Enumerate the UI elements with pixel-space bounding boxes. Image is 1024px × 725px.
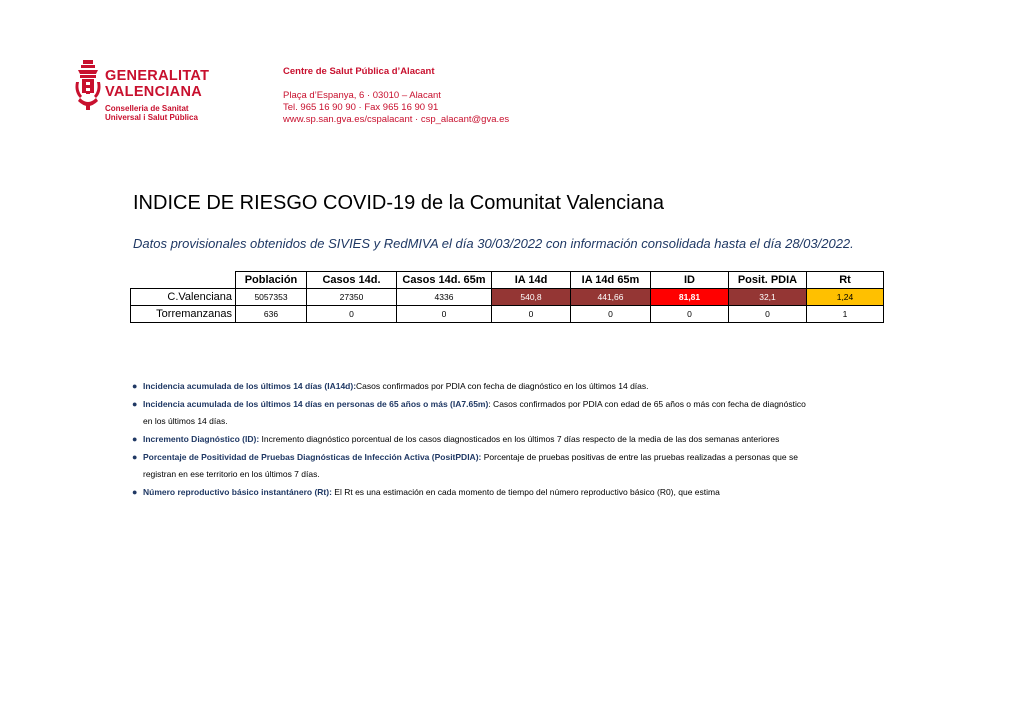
note-term: Incidencia acumulada de los últimos 14 días (IA14d):	[143, 381, 357, 391]
note-desc: Casos confirmados por PDIA con fecha de diagnóstico en los últimos 14 días.	[356, 381, 649, 391]
bullet-icon: ●	[132, 452, 138, 462]
note-term: Incremento Diagnóstico (ID):	[143, 434, 260, 444]
header-empty-cell	[131, 272, 236, 289]
list-item	[132, 431, 812, 448]
col-header-ia14d: IA 14d	[492, 272, 571, 289]
list-item	[132, 378, 812, 395]
table-cell: 4336	[397, 289, 492, 306]
note-desc: : Casos confirmados por PDIA con edad de 65 años o más con fecha de diagnóstico en los últimos 14 días.	[143, 399, 806, 426]
spacer	[283, 78, 509, 90]
logo-line2: VALENCIANA	[105, 84, 202, 100]
col-header-posit-pdia: Posit. PDIA	[729, 272, 807, 289]
logo-sub2: Universal i Salut Pública	[105, 113, 198, 122]
table-row	[131, 289, 884, 306]
col-header-poblacion: Población	[236, 272, 307, 289]
org-address: Plaça d’Espanya, 6 · 03010 – Alacant	[283, 90, 441, 101]
logo-line1: GENERALITAT	[105, 68, 210, 84]
note-term: Incidencia acumulada de los últimos 14 días en personas de 65 años o más (IA7.65m)	[143, 399, 489, 409]
risk-table	[130, 271, 884, 323]
col-header-ia14d65m: IA 14d 65m	[571, 272, 651, 289]
table-cell: 27350	[307, 289, 397, 306]
page-subtitle: Datos provisionales obtenidos de SIVIES y RedMIVA el día 30/03/2022 con información consolidada hasta el día 28/03/2022.	[133, 236, 854, 251]
bullet-icon: ●	[132, 381, 138, 391]
list-item	[132, 484, 812, 501]
col-header-casos14d65m: Casos 14d. 65m	[397, 272, 492, 289]
table-cell: 32,1	[729, 289, 807, 306]
org-phone: Tel. 965 16 90 90 · Fax 965 16 90 91	[283, 102, 439, 113]
note-term: Porcentaje de Positividad de Pruebas Diagnósticas de Infección Activa (PositPDIA):	[143, 452, 482, 462]
note-desc: El Rt es una estimación en cada momento de tiempo del número reproductivo básico (R0), que estima	[331, 487, 720, 497]
org-header	[283, 66, 509, 126]
table-cell: 0	[571, 306, 651, 323]
table-cell: 0	[729, 306, 807, 323]
row-label: Torremanzanas	[131, 306, 236, 323]
table-cell: 0	[492, 306, 571, 323]
table-cell: 0	[651, 306, 729, 323]
table-cell: 81,81	[651, 289, 729, 306]
table-cell: 1,24	[807, 289, 884, 306]
logo-sub1: Conselleria de Sanitat	[105, 104, 189, 113]
table-cell: 5057353	[236, 289, 307, 306]
list-item	[132, 449, 812, 483]
page-title: INDICE DE RIESGO COVID-19 de la Comunitat Valenciana	[133, 192, 664, 214]
note-term: Número reproductivo básico instantánero (Rt):	[143, 487, 332, 497]
col-header-rt: Rt	[807, 272, 884, 289]
table-row	[131, 306, 884, 323]
table-cell: 1	[807, 306, 884, 323]
table-cell: 0	[397, 306, 492, 323]
list-item	[132, 396, 812, 430]
generalitat-logo	[74, 60, 224, 126]
table-cell: 636	[236, 306, 307, 323]
note-desc: Incremento diagnóstico porcentual de los casos diagnosticados en los últimos 7 días respecto de la media de las dos semanas anteriores	[259, 434, 780, 444]
coat-of-arms-icon	[74, 60, 102, 112]
note-desc: Porcentaje de pruebas positivas de entre las pruebas realizadas a personas que se registran en ese territorio en los últimos 7 días.	[143, 452, 798, 479]
col-header-id: ID	[651, 272, 729, 289]
table-cell: 540,8	[492, 289, 571, 306]
org-name: Centre de Salut Pública d’Alacant	[283, 66, 435, 77]
table-header-row	[131, 272, 884, 289]
definitions-list	[132, 378, 812, 502]
bullet-icon: ●	[132, 487, 138, 497]
bullet-icon: ●	[132, 399, 138, 409]
table-cell: 441,66	[571, 289, 651, 306]
row-label: C.Valenciana	[131, 289, 236, 306]
bullet-icon: ●	[132, 434, 138, 444]
org-web[interactable]: www.sp.san.gva.es/cspalacant · csp_alacant@gva.es	[283, 114, 510, 125]
table-cell: 0	[307, 306, 397, 323]
col-header-casos14d: Casos 14d.	[307, 272, 397, 289]
